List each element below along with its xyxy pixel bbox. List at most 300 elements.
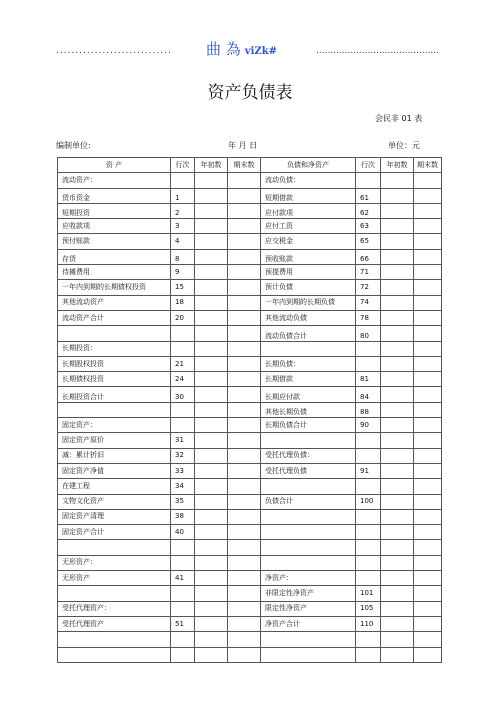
liability-item [261,341,356,356]
liability-begin-value [381,647,414,662]
asset-begin-value [195,372,228,387]
form-code: 会民非 01 表 [375,114,423,123]
liability-begin-value [381,356,414,371]
liability-line-no [356,632,381,647]
liability-line-no: 105 [356,601,381,616]
liability-begin-value [381,632,414,647]
asset-end-value [228,647,261,662]
liability-item: 负债合计 [261,494,356,509]
liability-begin-value [381,616,414,631]
asset-end-value [228,295,261,310]
asset-begin-value [195,601,228,616]
asset-item: 其他流动资产 [58,295,171,310]
liability-end-value [414,173,442,188]
liability-item: 应付款项 [261,203,356,218]
asset-line-no: 38 [171,509,195,524]
liability-end-value [414,525,442,540]
table-row [58,509,442,524]
liability-end-value [414,310,442,325]
asset-line-no: 51 [171,616,195,631]
liability-item: 受托代理负债： [261,448,356,463]
liability-begin-value [381,509,414,524]
column-header: 行次 [356,158,381,173]
asset-item: 在建工程 [58,479,171,494]
asset-line-no [171,173,195,188]
liability-line-no: 62 [356,203,381,218]
asset-item [58,632,171,647]
liability-item: 受托代理负债 [261,463,356,478]
liability-begin-value [381,387,414,402]
liability-begin-value [381,571,414,586]
asset-begin-value [195,433,228,448]
liability-end-value [414,540,442,555]
column-header: 期末数 [228,158,261,173]
liability-line-no: 100 [356,494,381,509]
asset-line-no: 1 [171,188,195,203]
asset-item: 应收款项 [58,219,171,234]
liability-item [261,555,356,570]
liability-line-no [356,433,381,448]
liability-line-no: 78 [356,310,381,325]
header-dots-left: .............................. [56,46,172,56]
asset-end-value [228,219,261,234]
table-row [58,203,442,218]
asset-item: 流动资产合计 [58,310,171,325]
asset-begin-value [195,418,228,433]
asset-item [58,402,171,417]
asset-end-value [228,280,261,295]
asset-end-value [228,448,261,463]
asset-line-no [171,601,195,616]
table-row [58,219,442,234]
table-body [58,173,442,663]
liability-item [261,525,356,540]
liability-line-no [356,479,381,494]
asset-line-no: 15 [171,280,195,295]
asset-line-no: 9 [171,265,195,280]
asset-end-value [228,586,261,601]
asset-item: 一年内到期的长期债权投资 [58,280,171,295]
asset-line-no: 20 [171,310,195,325]
liability-begin-value [381,586,414,601]
liability-end-value [414,632,442,647]
liability-item: 其他流动负债 [261,310,356,325]
table-row [58,479,442,494]
liability-line-no: 66 [356,249,381,264]
asset-item: 流动资产： [58,173,171,188]
asset-end-value [228,188,261,203]
asset-begin-value [195,540,228,555]
liability-line-no: 84 [356,387,381,402]
liability-end-value [414,234,442,249]
asset-begin-value [195,295,228,310]
asset-begin-value [195,203,228,218]
table-row [58,387,442,402]
liability-line-no: 101 [356,586,381,601]
liability-begin-value [381,249,414,264]
liability-end-value [414,203,442,218]
asset-end-value [228,310,261,325]
liability-line-no: 72 [356,280,381,295]
asset-begin-value [195,647,228,662]
asset-line-no [171,326,195,341]
asset-item [58,586,171,601]
liability-begin-value [381,433,414,448]
table-row [58,341,442,356]
liability-end-value [414,188,442,203]
asset-line-no [171,418,195,433]
asset-line-no [171,402,195,417]
asset-end-value [228,402,261,417]
table-row [58,173,442,188]
asset-end-value [228,372,261,387]
asset-item: 无形资产： [58,555,171,570]
asset-end-value [228,616,261,631]
liability-end-value [414,571,442,586]
asset-line-no: 2 [171,203,195,218]
liability-item: 流动负债： [261,173,356,188]
asset-end-value [228,356,261,371]
liability-line-no: 90 [356,418,381,433]
page-header [56,38,440,58]
liability-item: 其他长期负债 [261,402,356,417]
liability-begin-value [381,234,414,249]
asset-line-no: 4 [171,234,195,249]
liability-line-no [356,571,381,586]
liability-end-value [414,494,442,509]
liability-end-value [414,341,442,356]
asset-end-value [228,601,261,616]
asset-item: 减：累计折旧 [58,448,171,463]
liability-end-value [414,280,442,295]
asset-item: 预付账款 [58,234,171,249]
liability-end-value [414,295,442,310]
table-row [58,555,442,570]
asset-line-no: 32 [171,448,195,463]
asset-begin-value [195,509,228,524]
column-header: 负债和净资产 [261,158,356,173]
liability-item: 应付工资 [261,219,356,234]
asset-item: 固定资产： [58,418,171,433]
liability-item [261,540,356,555]
liability-item: 长期负债： [261,356,356,371]
liability-begin-value [381,203,414,218]
asset-line-no: 31 [171,433,195,448]
liability-begin-value [381,418,414,433]
asset-line-no: 35 [171,494,195,509]
table-row [58,647,442,662]
asset-end-value [228,632,261,647]
asset-begin-value [195,310,228,325]
liability-end-value [414,326,442,341]
asset-item: 固定资产合计 [58,525,171,540]
liability-begin-value [381,341,414,356]
asset-begin-value [195,188,228,203]
asset-item: 长期投资： [58,341,171,356]
liability-end-value [414,387,442,402]
liability-end-value [414,555,442,570]
table-row [58,616,442,631]
liability-item [261,632,356,647]
table-row [58,265,442,280]
liability-end-value [414,586,442,601]
asset-begin-value [195,463,228,478]
liability-end-value [414,463,442,478]
table-row [58,632,442,647]
liability-begin-value [381,326,414,341]
liability-begin-value [381,265,414,280]
liability-line-no: 88 [356,402,381,417]
liability-line-no: 81 [356,372,381,387]
table-row [58,418,442,433]
asset-line-no: 30 [171,387,195,402]
liability-line-no [356,448,381,463]
liability-item: 一年内到期的长期负债 [261,295,356,310]
liability-item: 非限定性净资产 [261,586,356,601]
asset-begin-value [195,265,228,280]
asset-begin-value [195,586,228,601]
liability-begin-value [381,219,414,234]
liability-end-value [414,601,442,616]
column-header: 期末数 [414,158,442,173]
asset-item: 长期股权投资 [58,356,171,371]
asset-end-value [228,418,261,433]
liability-end-value [414,479,442,494]
currency-label: 单位：元 [388,141,420,150]
liability-item: 长期应付款 [261,387,356,402]
asset-begin-value [195,479,228,494]
liability-line-no [356,341,381,356]
liability-line-no [356,647,381,662]
liability-line-no [356,525,381,540]
column-header: 行次 [171,158,195,173]
asset-item: 固定资产净值 [58,463,171,478]
asset-end-value [228,494,261,509]
asset-begin-value [195,571,228,586]
column-header: 资 产 [58,158,171,173]
asset-line-no: 18 [171,295,195,310]
asset-end-value [228,479,261,494]
asset-line-no: 3 [171,219,195,234]
table-row [58,540,442,555]
liability-begin-value [381,601,414,616]
asset-end-value [228,341,261,356]
liability-item: 预提费用 [261,265,356,280]
asset-end-value [228,234,261,249]
liability-item: 净资产合计 [261,616,356,631]
liability-begin-value [381,463,414,478]
liability-line-no [356,555,381,570]
liability-begin-value [381,479,414,494]
liability-begin-value [381,494,414,509]
asset-end-value [228,387,261,402]
table-row [58,463,442,478]
liability-begin-value [381,188,414,203]
liability-item: 预计负债 [261,280,356,295]
asset-begin-value [195,341,228,356]
table-row [58,586,442,601]
table-row [58,402,442,417]
asset-item: 固定资产清理 [58,509,171,524]
liability-begin-value [381,448,414,463]
liability-begin-value [381,372,414,387]
balance-sheet-table [57,157,442,663]
asset-begin-value [195,616,228,631]
asset-end-value [228,173,261,188]
table-row [58,494,442,509]
table-header-row [58,158,442,173]
liability-item [261,647,356,662]
asset-line-no: 33 [171,463,195,478]
asset-end-value [228,265,261,280]
asset-line-no [171,555,195,570]
asset-item: 文物文化资产 [58,494,171,509]
table-row [58,571,442,586]
liability-end-value [414,616,442,631]
table-row [58,525,442,540]
liability-begin-value [381,555,414,570]
liability-item [261,509,356,524]
asset-item: 待摊费用 [58,265,171,280]
liability-line-no [356,173,381,188]
asset-end-value [228,509,261,524]
table-row [58,234,442,249]
asset-line-no [171,586,195,601]
asset-item: 长期债权投资 [58,372,171,387]
asset-end-value [228,525,261,540]
asset-end-value [228,555,261,570]
liability-end-value [414,647,442,662]
asset-line-no: 8 [171,249,195,264]
liability-begin-value [381,280,414,295]
table-row [58,356,442,371]
liability-line-no [356,509,381,524]
asset-item [58,326,171,341]
asset-end-value [228,203,261,218]
liability-end-value [414,372,442,387]
asset-line-no [171,341,195,356]
asset-begin-value [195,494,228,509]
liability-end-value [414,402,442,417]
asset-line-no: 24 [171,372,195,387]
table-row [58,601,442,616]
table-row [58,249,442,264]
liability-end-value [414,265,442,280]
asset-item: 存货 [58,249,171,264]
asset-line-no: 34 [171,479,195,494]
asset-end-value [228,571,261,586]
table-row [58,372,442,387]
liability-item: 预收账款 [261,249,356,264]
table-row [58,326,442,341]
liability-line-no: 65 [356,234,381,249]
asset-begin-value [195,356,228,371]
brand-text: 曲 為 [206,40,241,58]
table-row [58,433,442,448]
asset-end-value [228,433,261,448]
unit-label: 编制单位: [56,141,91,150]
asset-begin-value [195,326,228,341]
asset-begin-value [195,525,228,540]
liability-line-no: 91 [356,463,381,478]
liability-end-value [414,418,442,433]
liability-begin-value [381,540,414,555]
liability-begin-value [381,525,414,540]
asset-end-value [228,326,261,341]
liability-line-no [356,356,381,371]
liability-item [261,479,356,494]
asset-begin-value [195,280,228,295]
asset-begin-value [195,387,228,402]
asset-begin-value [195,402,228,417]
liability-end-value [414,356,442,371]
liability-item: 长期借款 [261,372,356,387]
liability-item: 长期负债合计 [261,418,356,433]
asset-line-no [171,647,195,662]
liability-item: 短期借款 [261,188,356,203]
asset-line-no: 41 [171,571,195,586]
asset-line-no [171,632,195,647]
liability-end-value [414,509,442,524]
asset-end-value [228,249,261,264]
liability-line-no: 110 [356,616,381,631]
asset-item: 固定资产原价 [58,433,171,448]
table-row [58,188,442,203]
asset-begin-value [195,234,228,249]
asset-end-value [228,463,261,478]
liability-item: 流动负债合计 [261,326,356,341]
liability-item: 应交税金 [261,234,356,249]
table-row [58,295,442,310]
liability-end-value [414,219,442,234]
liability-line-no [356,540,381,555]
asset-item: 无形资产 [58,571,171,586]
asset-item: 受托代理资产： [58,601,171,616]
liability-end-value [414,433,442,448]
liability-line-no: 61 [356,188,381,203]
asset-item: 受托代理资产 [58,616,171,631]
date-label: 年 月 日 [228,141,258,150]
asset-begin-value [195,219,228,234]
asset-item: 货币资金 [58,188,171,203]
asset-end-value [228,540,261,555]
liability-item: 净资产： [261,571,356,586]
asset-item [58,647,171,662]
brand-logo [206,38,277,59]
liability-begin-value [381,295,414,310]
page-title: 资产负债表 [207,83,293,103]
asset-item: 短期投资 [58,203,171,218]
table-row [58,280,442,295]
liability-line-no: 80 [356,326,381,341]
asset-line-no [171,540,195,555]
column-header: 年初数 [381,158,414,173]
asset-item [58,540,171,555]
table-row [58,310,442,325]
asset-begin-value [195,555,228,570]
asset-begin-value [195,448,228,463]
liability-begin-value [381,402,414,417]
column-header: 年初数 [195,158,228,173]
asset-begin-value [195,249,228,264]
liability-end-value [414,448,442,463]
liability-line-no: 71 [356,265,381,280]
brand-subtext: viZk# [244,46,277,57]
liability-line-no: 63 [356,219,381,234]
asset-begin-value [195,173,228,188]
table-row [58,448,442,463]
liability-item: 限定性净资产 [261,601,356,616]
